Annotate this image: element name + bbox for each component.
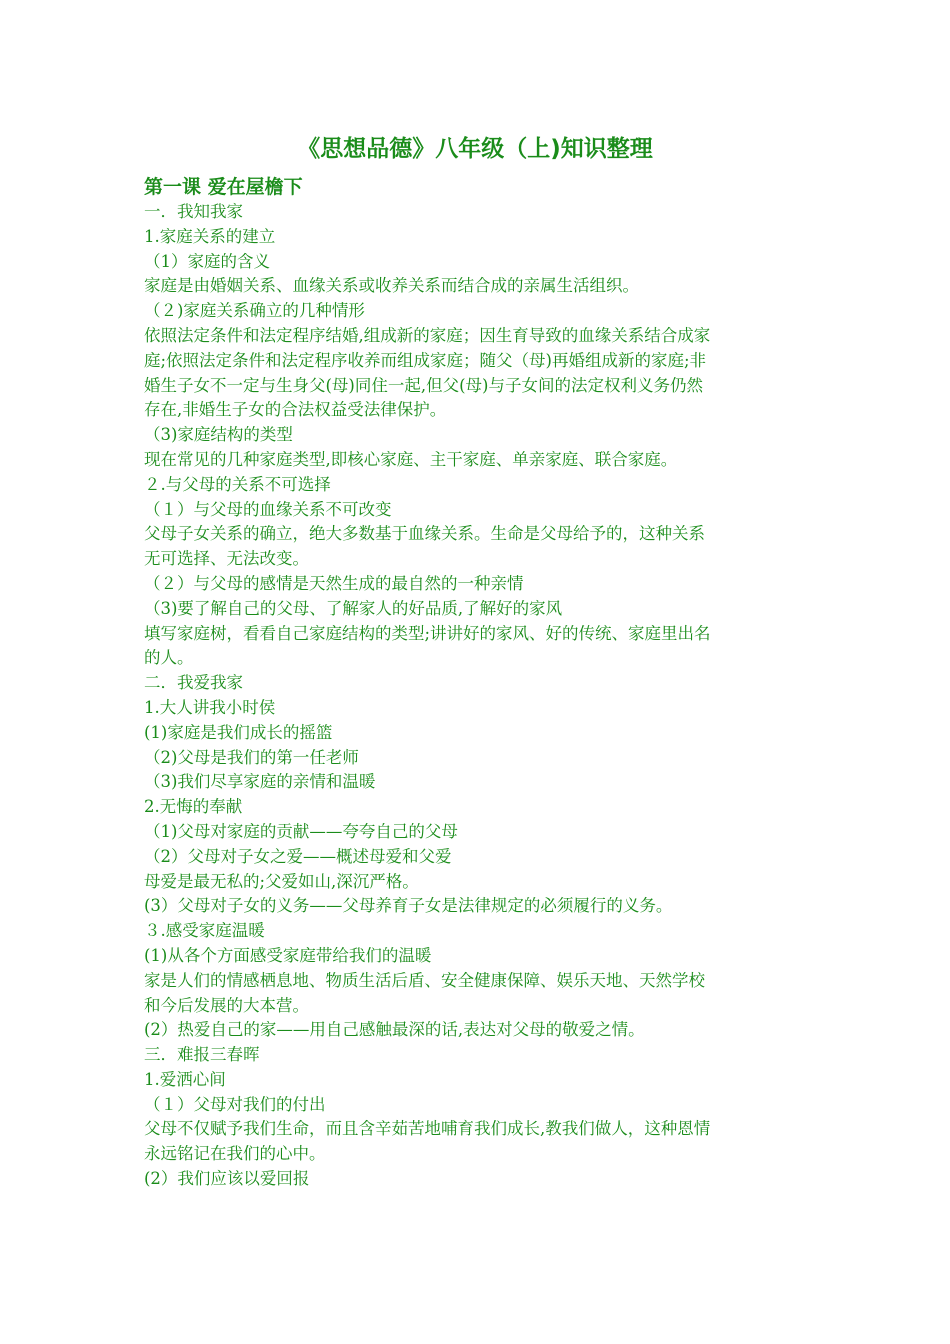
item-heading: （2)父母是我们的第一任老师 xyxy=(144,747,359,767)
item-heading: （１）与父母的血缘关系不可改变 xyxy=(144,499,392,519)
item-heading: （２)家庭关系确立的几种情形 xyxy=(144,301,365,321)
paragraph-line: 永远铭记在我们的心中。 xyxy=(144,1144,326,1164)
paragraph-line: 庭;依照法定条件和法定程序收养而组成家庭；随父（母)再婚组成新的家庭;非 xyxy=(144,350,707,370)
paragraph-line: 父母子女关系的确立，绝大多数基于血缘关系。生命是父母给予的，这种关系 xyxy=(144,524,705,544)
subsection-heading: 2.无悔的奉献 xyxy=(144,797,243,817)
subsection-heading: ２.与父母的关系不可选择 xyxy=(144,474,331,494)
item-heading: (3）父母对子女的义务——父母养育子女是法律规定的必须履行的义务。 xyxy=(144,896,673,916)
item-heading: (1)家庭是我们成长的摇篮 xyxy=(144,722,333,742)
document-body xyxy=(144,174,814,1192)
paragraph-line: 和今后发展的大本营。 xyxy=(144,995,309,1015)
paragraph-line: 无可选择、无法改变。 xyxy=(144,549,309,569)
subsection-heading: 1.大人讲我小时侯 xyxy=(144,697,276,717)
paragraph-line: 家是人们的情感栖息地、物质生活后盾、安全健康保障、娱乐天地、天然学校 xyxy=(144,970,705,990)
item-heading: （1）家庭的含义 xyxy=(144,251,270,271)
paragraph-line: 依照法定条件和法定程序结婚,组成新的家庭；因生育导致的血缘关系结合成家 xyxy=(144,325,711,345)
item-heading: （1)父母对家庭的贡献——夸夸自己的父母 xyxy=(144,821,458,841)
section-heading: 一．我知我家 xyxy=(144,202,243,221)
subsection-heading: 1.爱洒心间 xyxy=(144,1069,226,1089)
paragraph-line: 母爱是最无私的;父爱如山,深沉严格。 xyxy=(144,871,419,891)
paragraph-line: 父母不仅赋予我们生命，而且含辛茹苦地哺育我们成长,教我们做人，这种恩情 xyxy=(144,1119,711,1139)
paragraph-line: 现在常见的几种家庭类型,即核心家庭、主干家庭、单亲家庭、联合家庭。 xyxy=(144,449,678,469)
subsection-heading: 1.家庭关系的建立 xyxy=(144,226,276,246)
item-heading: （3)家庭结构的类型 xyxy=(144,425,293,445)
lesson-heading: 第一课 爱在屋檐下 xyxy=(144,176,303,198)
paragraph-line: 家庭是由婚姻关系、血缘关系或收养关系而结合成的亲属生活组织。 xyxy=(144,276,639,296)
subsection-heading: ３.感受家庭温暖 xyxy=(144,921,265,941)
section-heading: 三．难报三春晖 xyxy=(144,1045,260,1065)
item-heading: （3)我们尽享家庭的亲情和温暖 xyxy=(144,772,376,792)
paragraph-line: 填写家庭树，看看自己家庭结构的类型;讲讲好的家风、好的传统、家庭里出名 xyxy=(144,623,711,643)
item-heading: （２）与父母的感情是天然生成的最自然的一种亲情 xyxy=(144,573,524,593)
item-heading: （2）父母对子女之爱——概述母爱和父爱 xyxy=(144,846,452,866)
item-heading: (2）热爱自己的家——用自己感触最深的话,表达对父母的敬爱之情。 xyxy=(144,1020,645,1040)
item-heading: （3)要了解自己的父母、了解家人的好品质,了解好的家风 xyxy=(144,598,563,618)
document-title: 《思想品德》八年级（上)知识整理 xyxy=(297,136,653,162)
item-heading: （１）父母对我们的付出 xyxy=(144,1094,326,1114)
paragraph-line: 存在,非婚生子女的合法权益受法律保护。 xyxy=(144,400,447,420)
section-heading: 二．我爱我家 xyxy=(144,673,243,693)
paragraph-line: 婚生子女不一定与生身父(母)同住一起,但父(母)与子女间的法定权利义务仍然 xyxy=(144,375,703,395)
item-heading: (2）我们应该以爱回报 xyxy=(144,1169,310,1189)
item-heading: (1)从各个方面感受家庭带给我们的温暖 xyxy=(144,945,432,965)
paragraph-line: 的人。 xyxy=(144,648,194,668)
